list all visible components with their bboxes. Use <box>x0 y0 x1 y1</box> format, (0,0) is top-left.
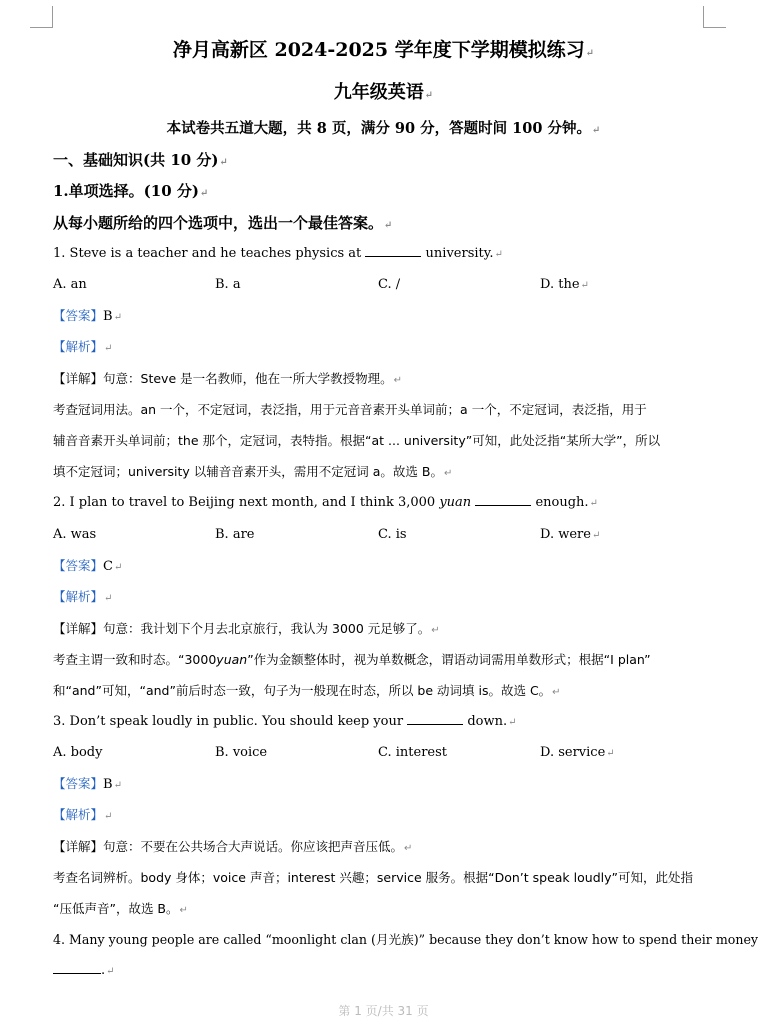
explanation-line: 考查主谓一致和时态。“3000yuan”作为金额整体时，视为单数概念，谓语动词需用单数形式；根据“I plan” <box>53 652 651 667</box>
answer-line: 【答案】C↵ <box>53 558 123 574</box>
answer-blank <box>365 244 421 257</box>
page-footer: 第 1 页/共 31 页 <box>338 1004 429 1018</box>
question-stem: 1. Steve is a teacher and he teaches physics at university.↵ <box>53 246 503 261</box>
page-subtitle: 九年级英语↵ <box>333 82 434 103</box>
option-a: A. body <box>53 745 103 760</box>
answer-blank <box>407 712 463 725</box>
answer-blank <box>475 493 531 506</box>
instruction: 从每小题所给的四个选项中，选出一个最佳答案。↵ <box>53 214 393 232</box>
option-a: A. an <box>53 277 87 292</box>
option-c: C. interest <box>378 745 447 760</box>
option-c: C. is <box>378 527 407 542</box>
exam-note: 本试卷共五道大题，共 8 页，满分 90 分，答题时间 100 分钟。↵ <box>166 120 601 137</box>
question-stem: 4. Many young people are called “moonlight clan (月光族)” because they don’t know how to spend their money <box>53 932 759 947</box>
detail-line: 【详解】句意：不要在公共场合大声说话。你应该把声音压低。↵ <box>53 839 413 854</box>
option-c: C. / <box>378 277 401 292</box>
question-stem: 3. Don’t speak loudly in public. You should keep your down.↵ <box>53 714 517 729</box>
detail-line: 【详解】句意：Steve 是一名教师，他在一所大学教授物理。↵ <box>53 371 402 386</box>
part-heading: 1.单项选择。(10 分)↵ <box>53 182 209 200</box>
answer-line: 【答案】B↵ <box>53 776 122 792</box>
explanation-line: “压低声音”，故选 B。↵ <box>53 901 188 916</box>
explanation-line: 填不定冠词；university 以辅音音素开头，需用不定冠词 a。故选 B。↵ <box>53 464 453 479</box>
question-stem-continued: .↵ <box>53 961 115 982</box>
option-a: A. was <box>53 527 97 542</box>
option-b: B. a <box>215 277 241 292</box>
answer-line: 【答案】B↵ <box>53 308 122 324</box>
analysis-label: 【解析】↵ <box>53 807 113 822</box>
answer-blank <box>53 961 101 974</box>
explanation-line: 考查名词辨析。body 身体；voice 声音；interest 兴趣；service 服务。根据“Don’t speak loudly”可知，此处指 <box>53 870 693 885</box>
option-b: B. voice <box>215 745 268 760</box>
page-title: 净月高新区 2024-2025 学年度下学期模拟练习↵ <box>172 39 595 61</box>
option-d: D. were↵ <box>540 527 601 542</box>
explanation-line: 考查冠词用法。an 一个，不定冠词，表泛指，用于元音音素开头单词前；a 一个，不定冠词，表泛指，用于 <box>53 402 647 417</box>
option-d: D. the↵ <box>540 277 589 292</box>
analysis-label: 【解析】↵ <box>53 339 113 354</box>
section-heading: 一、基础知识(共 10 分)↵ <box>53 151 228 169</box>
detail-line: 【详解】句意：我计划下个月去北京旅行，我认为 3000 元足够了。↵ <box>53 621 440 636</box>
explanation-line: 和“and”可知，“and”前后时态一致，句子为一般现在时态，所以 be 动词填 is。故选 C。↵ <box>53 683 561 698</box>
option-b: B. are <box>215 527 255 542</box>
option-d: D. service↵ <box>540 745 615 760</box>
analysis-label: 【解析】↵ <box>53 589 113 604</box>
question-stem: 2. I plan to travel to Beijing next month, and I think 3,000 yuan enough.↵ <box>53 495 598 510</box>
explanation-line: 辅音音素开头单词前；the 那个，定冠词，表特指。根据“at ... university”可知，此处泛指“某所大学”，所以 <box>53 433 661 448</box>
